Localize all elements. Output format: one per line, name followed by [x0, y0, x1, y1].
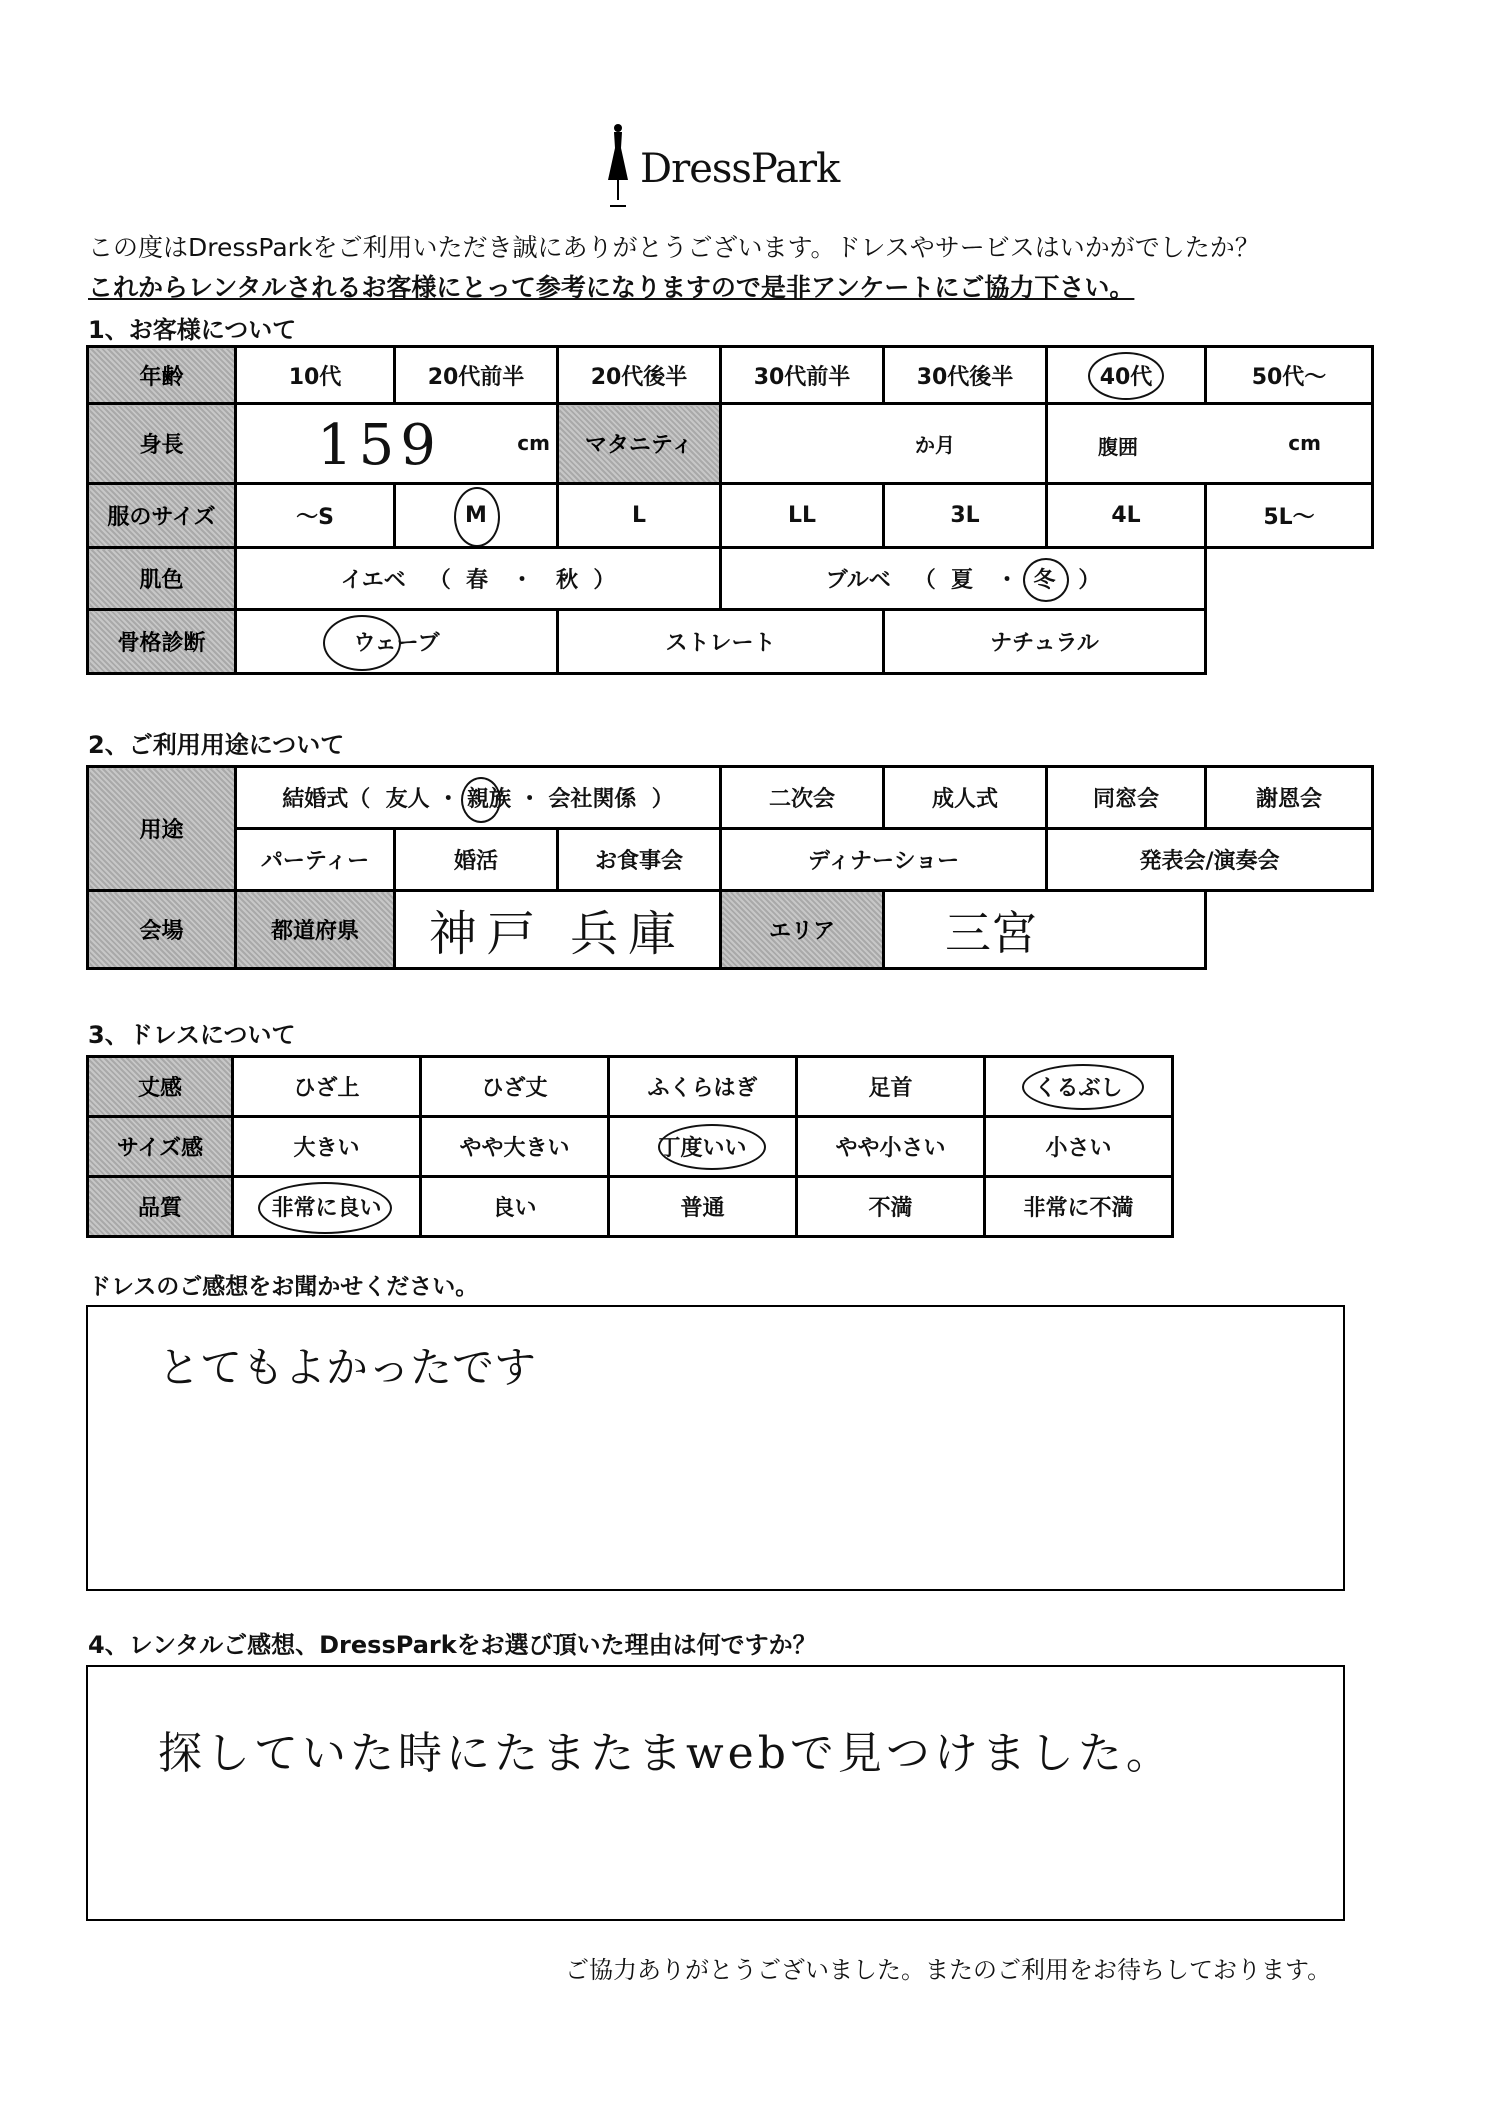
- height-field[interactable]: [236, 404, 558, 484]
- length-option[interactable]: ひざ上: [233, 1057, 421, 1117]
- impression-answer: とてもよかったです: [158, 1343, 537, 1392]
- paren-close: ）: [651, 787, 674, 812]
- skeleton-option[interactable]: ナチュラル: [884, 610, 1206, 674]
- age-option-label: 40代: [1099, 364, 1153, 390]
- fit-option-label: 丁度いい: [658, 1136, 747, 1161]
- selection-circle: [258, 1182, 392, 1234]
- fit-option[interactable]: 小さい: [985, 1117, 1173, 1177]
- fit-header: サイズ感: [88, 1117, 233, 1177]
- size-option[interactable]: LL: [721, 484, 884, 548]
- section1-title: 1、お客様について: [88, 316, 297, 344]
- length-header: 丈感: [88, 1057, 233, 1117]
- paren-open: （: [913, 568, 936, 593]
- prefecture-value: 神戸 兵庫: [428, 906, 687, 962]
- age-option[interactable]: 20代後半: [558, 347, 721, 404]
- section3-title: 3、ドレスについて: [88, 1021, 296, 1049]
- age-option[interactable]: 20代前半: [395, 347, 558, 404]
- maternity-field[interactable]: [721, 404, 1047, 484]
- wedding-label: 結婚式（: [282, 787, 371, 812]
- size-option[interactable]: 3L: [884, 484, 1047, 548]
- size-option[interactable]: 4L: [1047, 484, 1206, 548]
- prefecture-field[interactable]: [395, 891, 721, 969]
- size-option[interactable]: 5L～: [1206, 484, 1373, 548]
- section2-title: 2、ご利用用途について: [88, 731, 345, 759]
- reason-answer: 探していた時にたまたまwebで見つけました。: [158, 1728, 1174, 1779]
- blue-base-label: ブルベ: [825, 568, 891, 593]
- fit-option[interactable]: やや小さい: [797, 1117, 985, 1177]
- quality-option[interactable]: 不満: [797, 1177, 985, 1237]
- prefecture-header: 都道府県: [236, 891, 395, 969]
- friend-option[interactable]: 友人: [385, 787, 430, 812]
- size-header: 服のサイズ: [88, 484, 236, 548]
- size-option-selected[interactable]: [395, 484, 558, 548]
- company-option[interactable]: 会社関係: [548, 787, 637, 812]
- length-option-label: くるぶし: [1034, 1076, 1123, 1101]
- skeleton-option-label: ウェーブ: [353, 631, 440, 656]
- yellow-base-option[interactable]: [236, 548, 721, 610]
- purpose-option[interactable]: 二次会: [721, 767, 884, 829]
- relative-option: 親族: [466, 787, 511, 812]
- maternity-header: マタニティ: [558, 404, 721, 484]
- dress-table: [86, 1055, 1174, 1238]
- selection-circle: [454, 487, 500, 547]
- separator-dot: ・: [518, 787, 541, 812]
- separator-dot: ・: [437, 787, 460, 812]
- spring-option[interactable]: 春: [466, 568, 489, 593]
- size-option[interactable]: ～S: [236, 484, 395, 548]
- impression-prompt: ドレスのご感想をお聞かせください。: [88, 1274, 479, 1300]
- size-option[interactable]: L: [558, 484, 721, 548]
- age-option[interactable]: 30代前半: [721, 347, 884, 404]
- separator-dot: ・: [996, 568, 1019, 593]
- paren-close: ）: [593, 568, 616, 593]
- age-option-selected[interactable]: [1047, 347, 1206, 404]
- skeleton-option[interactable]: ストレート: [558, 610, 884, 674]
- yellow-base-label: イエベ: [340, 568, 406, 593]
- purpose-table: [86, 765, 1374, 970]
- paren-open: （: [428, 568, 451, 593]
- purpose-header: 用途: [88, 767, 236, 891]
- brand-name: DressPark: [640, 146, 840, 192]
- paren-close: ）: [1078, 568, 1101, 593]
- wedding-option[interactable]: [236, 767, 721, 829]
- relative-option-selected[interactable]: [467, 787, 519, 812]
- purpose-option[interactable]: 婚活: [395, 829, 558, 891]
- height-header: 身長: [88, 404, 236, 484]
- age-option[interactable]: 50代～: [1206, 347, 1373, 404]
- blue-base-option[interactable]: [721, 548, 1206, 610]
- selection-circle: [1023, 558, 1069, 602]
- waist-unit: cm: [1288, 431, 1321, 455]
- brand-logo: [600, 120, 840, 210]
- area-field[interactable]: [884, 891, 1206, 969]
- footer-thanks: ご協力ありがとうございました。またのご利用をお待ちしております。: [565, 1956, 1332, 1984]
- empty-cell: [1206, 891, 1373, 969]
- venue-header: 会場: [88, 891, 236, 969]
- purpose-option[interactable]: 成人式: [884, 767, 1047, 829]
- length-option[interactable]: ふくらはぎ: [609, 1057, 797, 1117]
- area-header: エリア: [721, 891, 884, 969]
- selection-circle: [461, 777, 501, 823]
- winter-option-selected[interactable]: [1033, 568, 1063, 593]
- quality-option[interactable]: 良い: [421, 1177, 609, 1237]
- summer-option[interactable]: 夏: [951, 568, 974, 593]
- height-unit: cm: [517, 431, 550, 455]
- purpose-option[interactable]: 同窓会: [1047, 767, 1206, 829]
- length-option-selected[interactable]: [985, 1057, 1173, 1117]
- selection-circle: [323, 615, 401, 671]
- skeleton-option-selected[interactable]: [236, 610, 558, 674]
- fit-option-selected[interactable]: [609, 1117, 797, 1177]
- waist-label: 腹囲: [1098, 435, 1138, 459]
- quality-option[interactable]: 普通: [609, 1177, 797, 1237]
- length-option[interactable]: 足首: [797, 1057, 985, 1117]
- age-header: 年齢: [88, 347, 236, 404]
- section4-title: 4、レンタルご感想、DressParkをお選び頂いた理由は何ですか？: [88, 1631, 817, 1659]
- winter-option: 冬: [1033, 568, 1056, 593]
- separator-dot: ・: [511, 568, 534, 593]
- quality-option[interactable]: 非常に不満: [985, 1177, 1173, 1237]
- quality-option-selected[interactable]: [233, 1177, 421, 1237]
- purpose-option[interactable]: パーティー: [236, 829, 395, 891]
- reason-box[interactable]: [86, 1665, 1345, 1921]
- selection-circle: [658, 1124, 766, 1170]
- intro-request: これからレンタルされるお客様にとって参考になりますので是非アンケートにご協力下さい。: [88, 273, 1135, 302]
- age-option[interactable]: 10代: [236, 347, 395, 404]
- selection-circle: [1022, 1064, 1144, 1110]
- empty-cell: [1206, 610, 1373, 674]
- purpose-option[interactable]: 発表会/演奏会: [1047, 829, 1373, 891]
- quality-option-label: 非常に良い: [271, 1196, 382, 1221]
- months-unit: か月: [915, 433, 955, 457]
- quality-header: 品質: [88, 1177, 233, 1237]
- size-option-label: M: [465, 503, 487, 528]
- purpose-option[interactable]: ディナーショー: [721, 829, 1047, 891]
- length-option[interactable]: ひざ丈: [421, 1057, 609, 1117]
- area-value: 三宮: [945, 905, 1037, 960]
- autumn-option[interactable]: 秋: [556, 568, 579, 593]
- skeleton-header: 骨格診断: [88, 610, 236, 674]
- fit-option[interactable]: 大きい: [233, 1117, 421, 1177]
- empty-cell: [1206, 548, 1373, 610]
- purpose-option[interactable]: 謝恩会: [1206, 767, 1373, 829]
- intro-text: この度はDressParkをご利用いただき誠にありがとうございます。ドレスやサービスはいかがでしたか？: [88, 233, 1260, 262]
- waist-field[interactable]: [1047, 404, 1373, 484]
- purpose-option[interactable]: お食事会: [558, 829, 721, 891]
- selection-circle: [1088, 352, 1164, 400]
- age-option[interactable]: 30代後半: [884, 347, 1047, 404]
- impression-box[interactable]: [86, 1305, 1345, 1591]
- dress-mannequin-icon: [600, 120, 636, 210]
- fit-option[interactable]: やや大きい: [421, 1117, 609, 1177]
- skin-header: 肌色: [88, 548, 236, 610]
- height-value: 159: [317, 413, 442, 478]
- customer-table: [86, 345, 1374, 675]
